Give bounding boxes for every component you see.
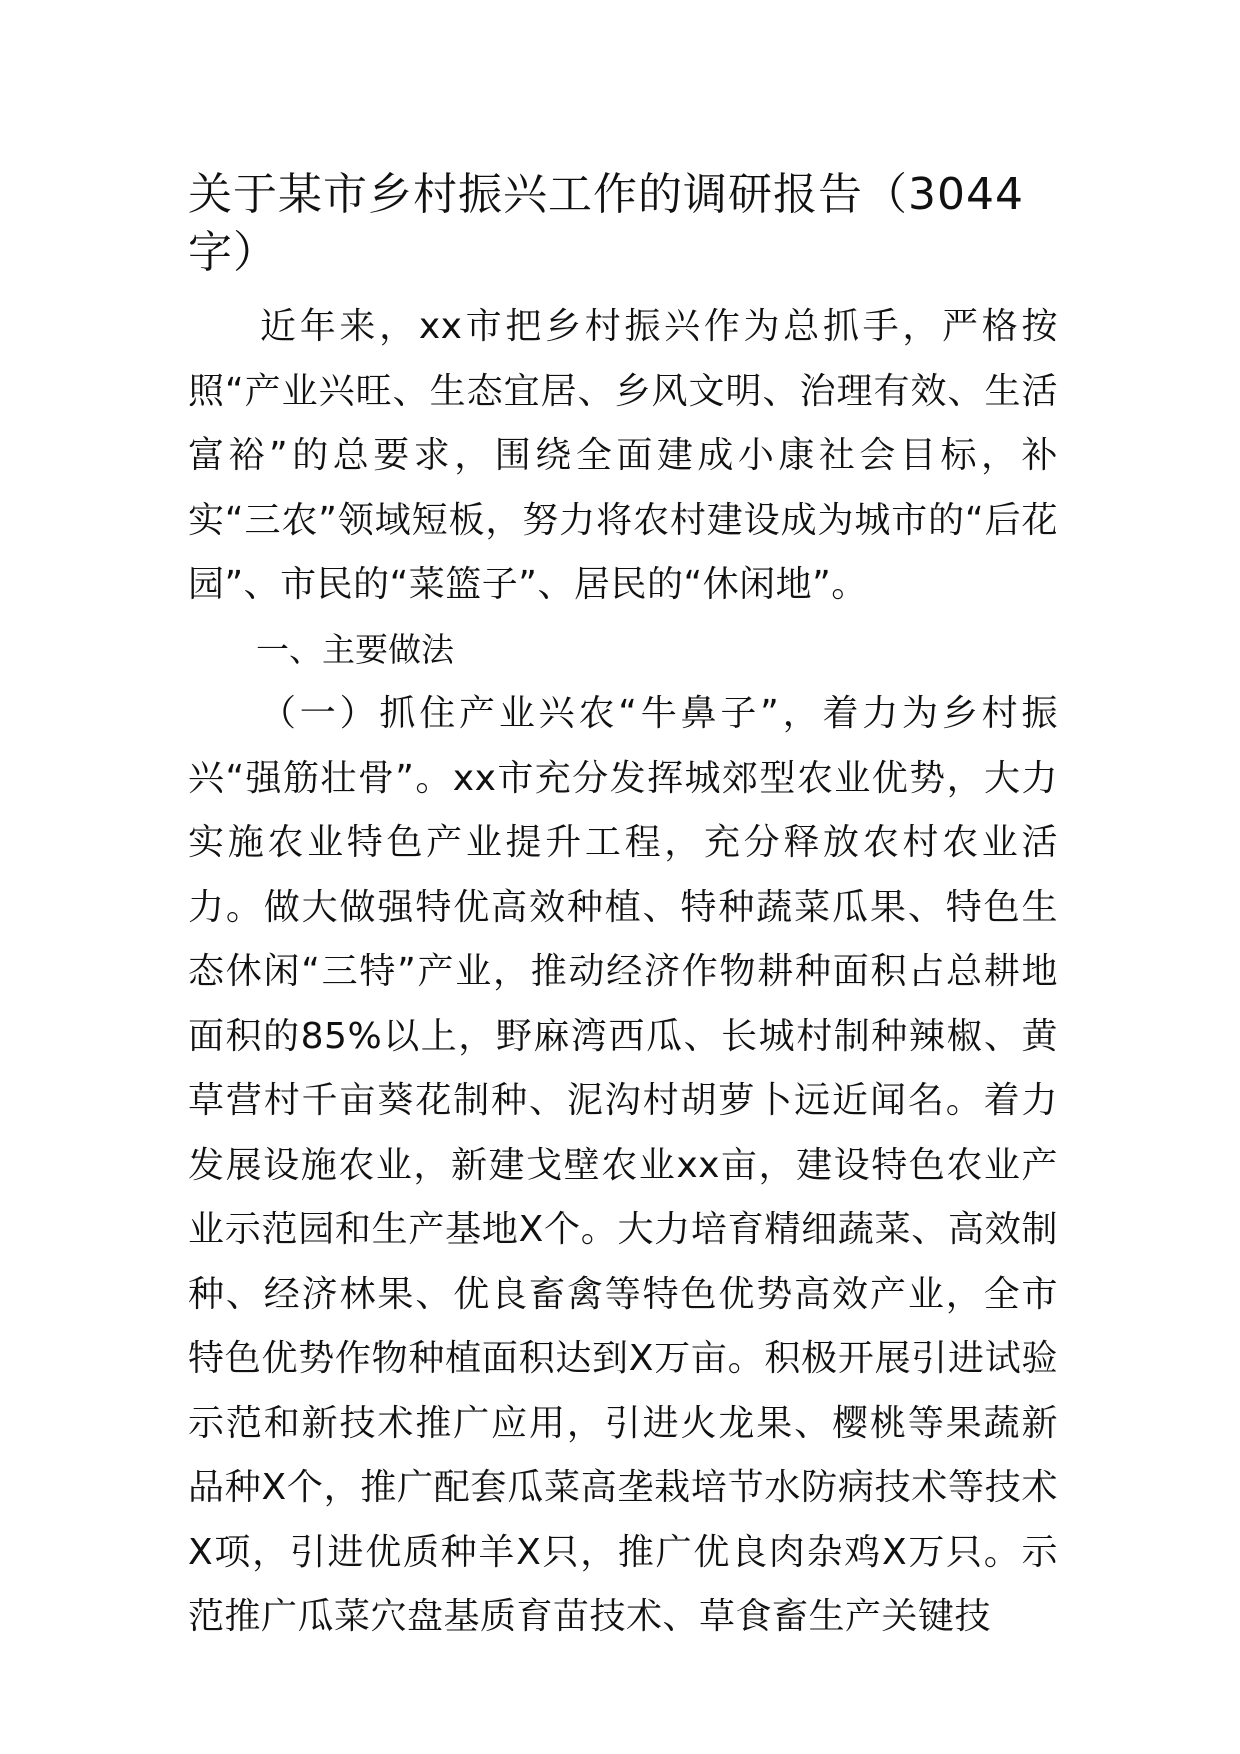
body-paragraph: （一）抓住产业兴农“牛鼻子”，着力为乡村振兴“强筋壮骨”。xx市充分发挥城郊型农业优势，大力实施农业特色产业提升工程，充分释放农村农业活力。做大做强特优高效种植、特种蔬菜瓜果、特色生态休闲“三特”产业，推动经济作物耕种面积占总耕地面积的85%以上，野麻湾西瓜、长城村制种辣椒、黄草营村千亩葵花制种、泥沟村胡萝卜远近闻名。着力发展设施农业，新建戈壁农业xx亩，建设特色农业产业示范园和生产基地X个。大力培育精细蔬菜、高效制种、经济林果、优良畜禽等特色优势高效产业，全市特色优势作物种植面积达到X万亩。积极开展引进试验示范和新技术推广应用，引进火龙果、樱桃等果蔬新品种X个，推广配套瓜菜高垄栽培节水防病技术等技术X项，引进优质种羊X只，推广优良肉杂鸡X万只。示范推广瓜菜穴盘基质育苗技术、草食畜生产关键技 <box>188 693 1058 1637</box>
section-heading: 一、主要做法 <box>256 629 454 669</box>
document-title: 关于某市乡村振兴工作的调研报告（3044字） <box>188 169 1024 278</box>
document-body <box>188 295 1058 1650</box>
intro-paragraph: 近年来，xx市把乡村振兴作为总抓手，严格按照“产业兴旺、生态宜居、乡风文明、治理有效、生活富裕”的总要求，围绕全面建成小康社会目标，补实“三农”领域短板，努力将农村建设成为城市的“后花园”、市民的“菜篮子”、居民的“休闲地”。 <box>188 306 1058 605</box>
